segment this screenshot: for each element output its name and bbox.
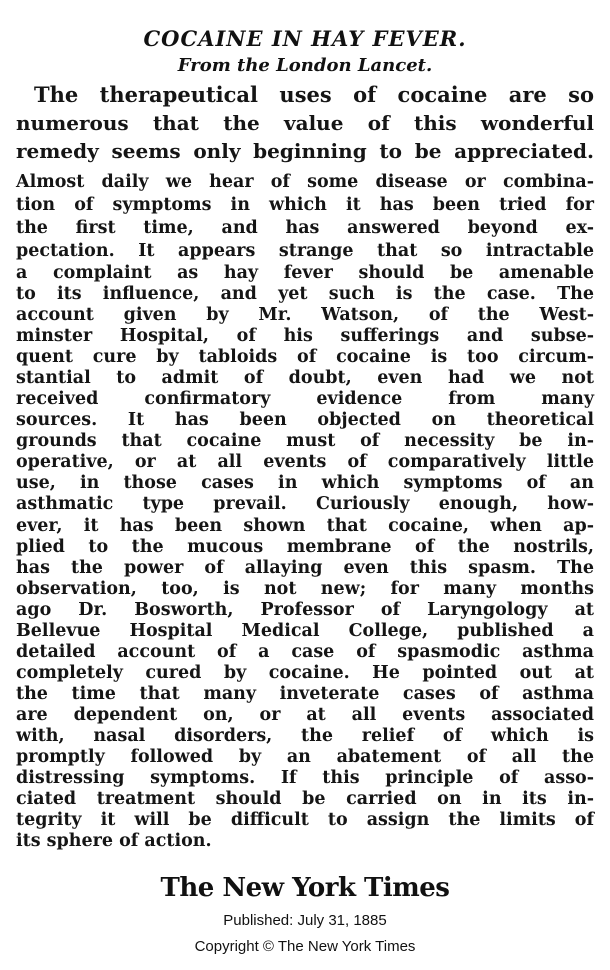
- article-line: the first time, and has answered beyond ex-: [16, 218, 594, 238]
- article-line: asthmatic type prevail. Curiously enough, how-: [16, 494, 594, 514]
- article-line: operative, or at all events of comparatively little: [16, 452, 594, 472]
- article-line: distressing symptoms. If this principle of asso-: [16, 768, 594, 788]
- article-line: grounds that cocaine must of necessity be in-: [16, 431, 594, 451]
- subheadline: From the London Lancet.: [177, 55, 433, 76]
- article-line: sources. It has been objected on theoretical: [16, 410, 594, 430]
- article-line: to its influence, and yet such is the case. The: [16, 284, 594, 304]
- article-line: received confirmatory evidence from many: [16, 389, 594, 409]
- article-line: has the power of allaying even this spasm. The: [16, 558, 594, 578]
- article-line: Almost daily we hear of some disease or combina-: [16, 172, 594, 192]
- article-line: ago Dr. Bosworth, Professor of Laryngology at: [16, 600, 594, 620]
- article-line: remedy seems only beginning to be appreciated.: [16, 139, 594, 163]
- article-line: plied to the mucous membrane of the nostrils,: [16, 537, 594, 557]
- article-line: quent cure by tabloids of cocaine is too circum-: [16, 347, 594, 367]
- article-line: with, nasal disorders, the relief of which is: [16, 726, 594, 746]
- copyright-notice: Copyright © The New York Times: [194, 938, 416, 955]
- article-line: The therapeutical uses of cocaine are so: [34, 82, 594, 107]
- article-line: minster Hospital, of his sufferings and subse-: [16, 326, 594, 346]
- article-line: are dependent on, or at all events associated: [16, 705, 594, 725]
- article-line: tion of symptoms in which it has been tried for: [16, 195, 594, 215]
- article-line: stantial to admit of doubt, even had we not: [16, 368, 594, 388]
- article-line: a complaint as hay fever should be amenable: [16, 263, 594, 283]
- article-line-last: its sphere of action.: [16, 831, 212, 851]
- article-line: numerous that the value of this wonderful: [16, 111, 594, 135]
- article-line: promptly followed by an abatement of all the: [16, 747, 594, 767]
- article-line: ever, it has been shown that cocaine, when ap-: [16, 516, 594, 536]
- article-line: detailed account of a case of spasmodic asthma: [16, 642, 594, 662]
- headline: COCAINE IN HAY FEVER.: [143, 26, 467, 51]
- article-line: ciated treatment should be carried on in its in-: [16, 789, 594, 809]
- article-line: observation, too, is not new; for many months: [16, 579, 594, 599]
- article-line: completely cured by cocaine. He pointed out at: [16, 663, 594, 683]
- article-line: the time that many inveterate cases of asthma: [16, 684, 594, 704]
- article-line: pectation. It appears strange that so intractable: [16, 241, 594, 261]
- article-line: tegrity it will be difficult to assign the limits of: [16, 810, 594, 830]
- article-line: Bellevue Hospital Medical College, published a: [16, 621, 594, 641]
- article-line: account given by Mr. Watson, of the West-: [16, 305, 594, 325]
- nyt-logo: The New York Times: [160, 873, 450, 903]
- publication-date: Published: July 31, 1885: [223, 912, 387, 929]
- article-line: use, in those cases in which symptoms of an: [16, 473, 594, 493]
